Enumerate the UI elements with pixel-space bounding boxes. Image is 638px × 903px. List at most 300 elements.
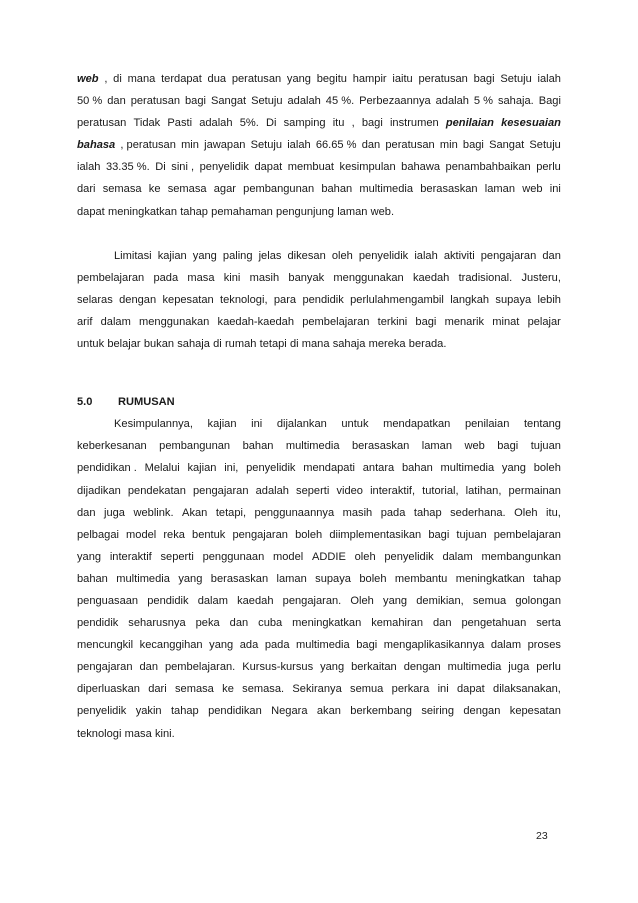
word: min <box>439 139 458 152</box>
word: penyelidik <box>77 705 127 718</box>
word: pembelajaran <box>302 315 370 328</box>
word: mengaplikasikannya <box>383 639 485 652</box>
word: pembelajaran <box>77 271 145 284</box>
word: proses <box>527 639 561 652</box>
word: supaya <box>315 572 351 585</box>
section-heading <box>77 391 561 413</box>
word: dengan <box>119 293 157 306</box>
word: boleh <box>359 572 387 585</box>
word: belajar <box>107 338 141 351</box>
word: bahan <box>401 462 433 475</box>
word: 45 %. <box>325 95 355 108</box>
text-line <box>77 267 561 289</box>
word: arif <box>77 315 93 328</box>
word: pada <box>264 639 290 652</box>
text-line <box>77 156 561 178</box>
word: min <box>181 139 199 152</box>
word: ADDIE <box>311 550 346 563</box>
word: pendidik <box>302 293 344 306</box>
word: peka <box>195 617 220 630</box>
word: tahap <box>180 205 208 218</box>
word: semasa <box>175 683 214 696</box>
word: kajian <box>207 418 237 431</box>
word: tujuan <box>456 528 487 541</box>
word: pengajaran <box>480 249 537 262</box>
word: kesesuaian <box>501 117 561 130</box>
word: tetapi <box>259 338 287 351</box>
word: pengajaran <box>232 528 288 541</box>
word: semasa <box>167 183 207 196</box>
word: kepesatan <box>162 293 214 306</box>
word: penambahbaikan <box>445 161 531 174</box>
word: bahawa <box>401 161 441 174</box>
word: itu <box>332 117 345 130</box>
word: ini <box>437 683 449 696</box>
text-line <box>77 201 561 223</box>
page-number: 23 <box>536 830 548 842</box>
word: menggunakan <box>333 271 404 284</box>
word: pengajaran <box>192 484 249 497</box>
word: sahaja. <box>497 95 534 108</box>
word: model <box>126 528 157 541</box>
word: Sangat <box>489 139 525 152</box>
word: Bagi <box>538 95 561 108</box>
text-line <box>77 656 561 678</box>
word: pendidikan . <box>77 462 137 475</box>
word: kecanggihan <box>139 639 203 652</box>
text-line <box>77 435 561 457</box>
word: itu, <box>546 506 561 519</box>
word: boleh <box>295 528 323 541</box>
word: dari <box>77 183 96 196</box>
word: kaedah <box>412 271 450 284</box>
word: kesimpulan <box>339 161 396 174</box>
word: Negara <box>271 705 308 718</box>
word: sahaja <box>332 338 366 351</box>
word: ialah <box>77 161 101 174</box>
word: bagi <box>473 73 495 85</box>
word: untuk <box>77 338 105 351</box>
word: seperti <box>160 550 194 563</box>
word: tetapi, <box>215 506 247 519</box>
word: ini <box>251 418 263 431</box>
word: Justeru, <box>521 271 561 284</box>
word: multimedia <box>447 661 502 674</box>
word: ke <box>148 183 161 196</box>
word: bahasa <box>77 139 116 152</box>
word: 5 % <box>473 95 494 108</box>
word: pendidik <box>147 594 189 607</box>
word: dua <box>207 73 227 85</box>
word: Tidak <box>133 117 161 130</box>
word: web <box>464 440 485 453</box>
word: mana <box>301 338 330 351</box>
word: keberkesanan <box>77 440 147 453</box>
word: yang <box>286 73 311 85</box>
word: tradisional. <box>458 271 513 284</box>
word: pembelajaran <box>493 528 561 541</box>
word: Di <box>155 161 166 174</box>
word: tahap <box>413 506 442 519</box>
word: adalah <box>199 117 233 130</box>
word: pembangunan <box>159 440 231 453</box>
word: membuat <box>287 161 334 174</box>
word: menggunakan <box>139 315 210 328</box>
word: peratusan <box>418 73 468 85</box>
word: pendidikan <box>208 705 262 718</box>
word: dan <box>432 617 452 630</box>
word: penggunaannya <box>254 506 335 519</box>
text-line <box>77 568 561 590</box>
word: Sangat <box>210 95 247 108</box>
word: berkembang <box>350 705 412 718</box>
word: 33.35 %. <box>105 161 150 174</box>
text-line <box>77 112 561 134</box>
word: juga <box>104 506 125 519</box>
word: semua <box>350 683 384 696</box>
word: oleh <box>354 550 376 563</box>
word: bagi <box>497 440 519 453</box>
word: paling <box>222 249 253 262</box>
word: peratusan <box>231 73 282 85</box>
word: Sekiranya <box>292 683 342 696</box>
word: yang <box>178 572 203 585</box>
word: , peratusan <box>120 139 176 152</box>
word: penyelidik <box>199 161 249 174</box>
text-line <box>77 502 561 524</box>
word: bagi <box>361 117 383 130</box>
word: pengajaran. <box>282 594 342 607</box>
text-line <box>77 678 561 700</box>
word: dalam <box>490 639 522 652</box>
word: video <box>336 484 363 497</box>
word: ada <box>239 639 259 652</box>
word: yang <box>501 462 526 475</box>
word: yang <box>209 639 234 652</box>
word: terkini <box>377 315 408 328</box>
word: perlulahmengambil <box>350 293 444 306</box>
word: semua <box>472 594 507 607</box>
word: dilaksanakan, <box>493 683 561 696</box>
word: mana <box>127 73 156 85</box>
word: Oleh <box>514 506 538 519</box>
word: dari <box>148 683 167 696</box>
word: bahan <box>77 572 108 585</box>
word: Akan <box>182 506 208 519</box>
text-line <box>77 333 561 355</box>
text-line <box>77 634 561 656</box>
section-number: 5.0 <box>77 396 93 409</box>
word: dijadikan <box>77 484 121 497</box>
word: kajian <box>157 249 187 262</box>
word: untuk <box>341 418 369 431</box>
word: terdapat <box>161 73 202 85</box>
word: tentang <box>523 418 561 431</box>
word: dikesan <box>287 249 326 262</box>
word: 50 % <box>77 95 103 108</box>
word: Pasti <box>167 117 193 130</box>
word: boleh <box>533 462 561 475</box>
text-line <box>77 413 561 435</box>
word: kaedah <box>237 594 274 607</box>
word: tutorial, <box>422 484 459 497</box>
word: dapat <box>456 683 485 696</box>
word: seiring <box>421 705 455 718</box>
word: multimedia <box>359 183 414 196</box>
word: pemahaman <box>211 205 273 218</box>
paragraph-gap <box>77 223 561 245</box>
word: Perbezaannya <box>359 95 431 108</box>
word: yang <box>192 249 217 262</box>
word: penggunaan <box>202 550 265 563</box>
word: pelajar <box>527 315 561 328</box>
word: multimedia <box>116 572 170 585</box>
word: multimedia <box>296 639 350 652</box>
word: interaktif <box>109 550 152 563</box>
word: web <box>522 183 543 196</box>
word: pengajaran <box>77 661 133 674</box>
word: semasa <box>102 183 142 196</box>
word: bentuk <box>192 528 226 541</box>
word: bahan <box>321 183 353 196</box>
word: laman <box>337 205 368 218</box>
word: juga <box>508 661 530 674</box>
word: membantu <box>394 572 448 585</box>
word: Setuju <box>529 139 561 152</box>
word: sederhana. <box>450 506 506 519</box>
word: sini , <box>171 161 195 174</box>
word: multimedia <box>440 462 495 475</box>
word: peratusan <box>385 139 435 152</box>
word: minat <box>492 315 520 328</box>
word: pengunjung <box>276 205 335 218</box>
word: yang <box>77 550 102 563</box>
word: semasa. <box>242 683 285 696</box>
word: diimplementasikan <box>329 528 422 541</box>
text-line <box>77 480 561 502</box>
word: ini <box>549 183 561 196</box>
text-line <box>77 524 561 546</box>
word: hampir <box>352 73 387 85</box>
word: dan <box>107 95 126 108</box>
word: peratusan <box>130 95 181 108</box>
word: penilaian <box>464 418 510 431</box>
word: berkaitan <box>351 661 397 674</box>
word: menarik <box>444 315 485 328</box>
word: pembangunan <box>243 183 315 196</box>
word: penyelidik <box>384 550 434 563</box>
word: lebih <box>537 293 561 306</box>
word: dan <box>139 661 158 674</box>
word: laman <box>421 440 452 453</box>
word: yakin <box>135 705 162 718</box>
word: kini <box>223 271 241 284</box>
word: cuba <box>258 617 283 630</box>
word: pembelajaran. <box>164 661 236 674</box>
word: berasaskan <box>210 572 269 585</box>
word: dalam <box>100 315 131 328</box>
word: perlu <box>536 661 561 674</box>
word: agar <box>213 183 236 196</box>
word: berasaskan <box>351 440 410 453</box>
text-line <box>77 245 561 267</box>
word: dalam <box>442 550 473 563</box>
word: penyelidik <box>246 462 296 475</box>
word: rumah <box>224 338 257 351</box>
word: bahan <box>242 440 274 453</box>
word: dan <box>542 249 561 262</box>
word: yang <box>320 661 345 674</box>
word: Oleh <box>350 594 374 607</box>
word: jelas <box>258 249 282 262</box>
word: , <box>351 117 355 130</box>
page-content <box>77 68 561 745</box>
word: permainan <box>508 484 561 497</box>
word: adalah <box>287 95 321 108</box>
word: 66.65 % <box>315 139 357 152</box>
word: ialah <box>414 249 438 262</box>
word: selaras <box>77 293 113 306</box>
text-line <box>77 289 561 311</box>
word: masa <box>187 271 215 284</box>
word: membangunkan <box>481 550 561 563</box>
word: pada <box>153 271 179 284</box>
paragraph-results <box>77 68 561 223</box>
word: Setuju <box>500 73 532 85</box>
word: adalah <box>435 95 469 108</box>
word: Limitasi <box>114 249 152 262</box>
word: pada <box>380 506 406 519</box>
word: bukan <box>143 338 175 351</box>
word: penguasaan <box>77 594 139 607</box>
word: ini, <box>224 462 239 475</box>
word: seharusnya <box>128 617 186 630</box>
word: banyak <box>288 271 325 284</box>
word: multimedia <box>285 440 340 453</box>
word: laman <box>484 183 516 196</box>
word: Setuju <box>250 139 283 152</box>
word: bagi <box>462 139 484 152</box>
word: mendapatkan <box>383 418 451 431</box>
word: di <box>113 73 122 85</box>
word: dan <box>77 506 96 519</box>
text-line <box>77 311 561 333</box>
word: di <box>289 338 299 351</box>
word: mereka <box>368 338 406 351</box>
word: dan <box>361 139 381 152</box>
word: bagi <box>185 95 206 108</box>
word: kini. <box>154 727 175 740</box>
word: instrumen <box>389 117 439 130</box>
word: Kursus-kursus <box>242 661 314 674</box>
section-title: RUMUSAN <box>118 396 175 409</box>
word: latihan, <box>465 484 502 497</box>
text-line <box>77 546 561 568</box>
paragraph-limitations <box>77 245 561 355</box>
word: langkah <box>450 293 490 306</box>
word: demikian, <box>416 594 464 607</box>
word: dengan <box>403 661 441 674</box>
word: samping <box>283 117 326 130</box>
word: teknologi <box>77 727 122 740</box>
word: yang <box>383 594 408 607</box>
word: mencungkil <box>77 639 134 652</box>
word: pelbagai <box>77 528 119 541</box>
word: Melalui <box>144 462 180 475</box>
word: masa <box>124 727 152 740</box>
word: akan <box>316 705 341 718</box>
word: , <box>104 73 108 85</box>
word: penyelidik <box>358 249 409 262</box>
word: web. <box>370 205 395 218</box>
word: kemahiran <box>371 617 424 630</box>
word: meningkatkan <box>455 572 525 585</box>
word: 5%. <box>239 117 259 130</box>
word: masih <box>249 271 280 284</box>
word: pendidik <box>77 617 119 630</box>
word: aktiviti <box>443 249 475 262</box>
word: Setuju <box>251 95 283 108</box>
word: kajian <box>187 462 217 475</box>
word: pengetahuan <box>461 617 527 630</box>
word: tahap <box>170 705 199 718</box>
word: bagi <box>428 528 450 541</box>
word: antara <box>362 462 395 475</box>
word: oleh <box>331 249 353 262</box>
paragraph-conclusion <box>77 413 561 744</box>
word: tujuan <box>530 440 561 453</box>
word: adalah <box>255 484 289 497</box>
word: interaktif, <box>370 484 416 497</box>
word: begitu <box>316 73 347 85</box>
text-line <box>77 68 561 90</box>
text-line <box>77 457 561 479</box>
word: kepesatan <box>509 705 561 718</box>
word: perkara <box>391 683 430 696</box>
word: di <box>213 338 222 351</box>
word: para <box>273 293 297 306</box>
word: dengan <box>463 705 501 718</box>
word: weblink. <box>133 506 174 519</box>
text-line <box>77 134 561 156</box>
text-line <box>77 612 561 634</box>
word: sahaja <box>177 338 210 351</box>
word: tahap <box>533 572 561 585</box>
text-line <box>77 90 561 112</box>
word: penilaian <box>445 117 494 130</box>
word: web <box>77 73 99 85</box>
word: masih <box>342 506 373 519</box>
word: bagi <box>415 315 437 328</box>
word: reka <box>163 528 185 541</box>
word: ke <box>222 683 234 696</box>
word: dapat <box>254 161 283 174</box>
word: teknologi, <box>220 293 268 306</box>
word: Kesimpulannya, <box>114 418 193 431</box>
word: laman <box>276 572 307 585</box>
word: mendapati <box>303 462 356 475</box>
word: Di <box>265 117 277 130</box>
word: dan <box>229 617 249 630</box>
word: iaitu <box>392 73 413 85</box>
word: serta <box>536 617 561 630</box>
word: diperluaskan <box>77 683 140 696</box>
word: ialah <box>537 73 561 85</box>
word: golongan <box>515 594 561 607</box>
word: meningkatkan <box>292 617 362 630</box>
word: peratusan <box>77 117 127 130</box>
section-gap <box>77 355 561 391</box>
